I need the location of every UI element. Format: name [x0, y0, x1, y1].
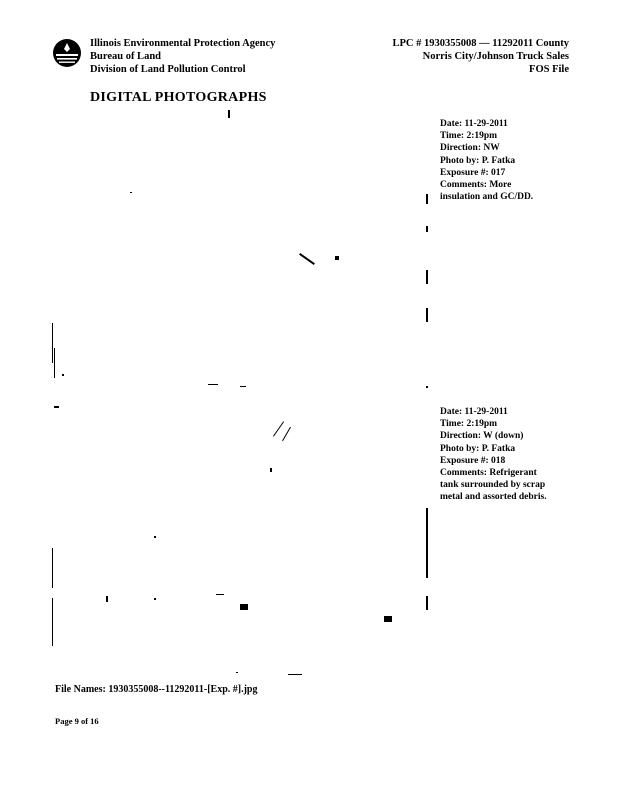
- photo-comments: Comments: Refrigerant: [440, 468, 537, 479]
- photo-017-caption: [440, 118, 575, 203]
- photo-comments-cont: tank surrounded by scrap: [440, 480, 546, 491]
- bureau-name: Bureau of Land: [90, 51, 161, 62]
- photo-018-caption: [440, 406, 575, 504]
- file-names: File Names: 1930355008--11292011-[Exp. #].jpg: [55, 684, 258, 695]
- photo-direction: Direction: W (down): [440, 431, 524, 442]
- photo-comments: Comments: More: [440, 180, 512, 191]
- site-name: Norris City/Johnson Truck Sales: [422, 51, 569, 62]
- agency-name: Illinois Environmental Protection Agency: [90, 38, 276, 49]
- photo-comments-cont: insulation and GC/DD.: [440, 192, 534, 203]
- file-type: FOS File: [529, 64, 569, 75]
- photo-time: Time: 2:19pm: [440, 419, 498, 430]
- photo-exposure: Exposure #: 018: [440, 455, 506, 466]
- division-name: Division of Land Pollution Control: [90, 64, 246, 75]
- photo-date: Date: 11-29-2011: [440, 119, 508, 129]
- photo-photographer: Photo by: P. Fatka: [440, 443, 516, 454]
- photo-photographer: Photo by: P. Fatka: [440, 155, 516, 166]
- photo-comments-cont: metal and assorted debris.: [440, 492, 547, 503]
- page-title: DIGITAL PHOTOGRAPHS: [90, 90, 267, 105]
- photo-direction: Direction: NW: [440, 143, 500, 154]
- photo-time: Time: 2:19pm: [440, 131, 498, 142]
- illinois-epa-seal-icon: [52, 38, 82, 68]
- photo-018: [50, 398, 430, 680]
- page-number: Page 9 of 16: [55, 716, 99, 726]
- agency-header: [90, 37, 275, 76]
- site-header: [393, 37, 569, 76]
- lpc-number: LPC # 1930355008 — 11292011 County: [392, 38, 569, 49]
- photo-date: Date: 11-29-2011: [440, 407, 508, 417]
- photo-exposure: Exposure #: 017: [440, 167, 506, 178]
- photo-017: [50, 108, 430, 393]
